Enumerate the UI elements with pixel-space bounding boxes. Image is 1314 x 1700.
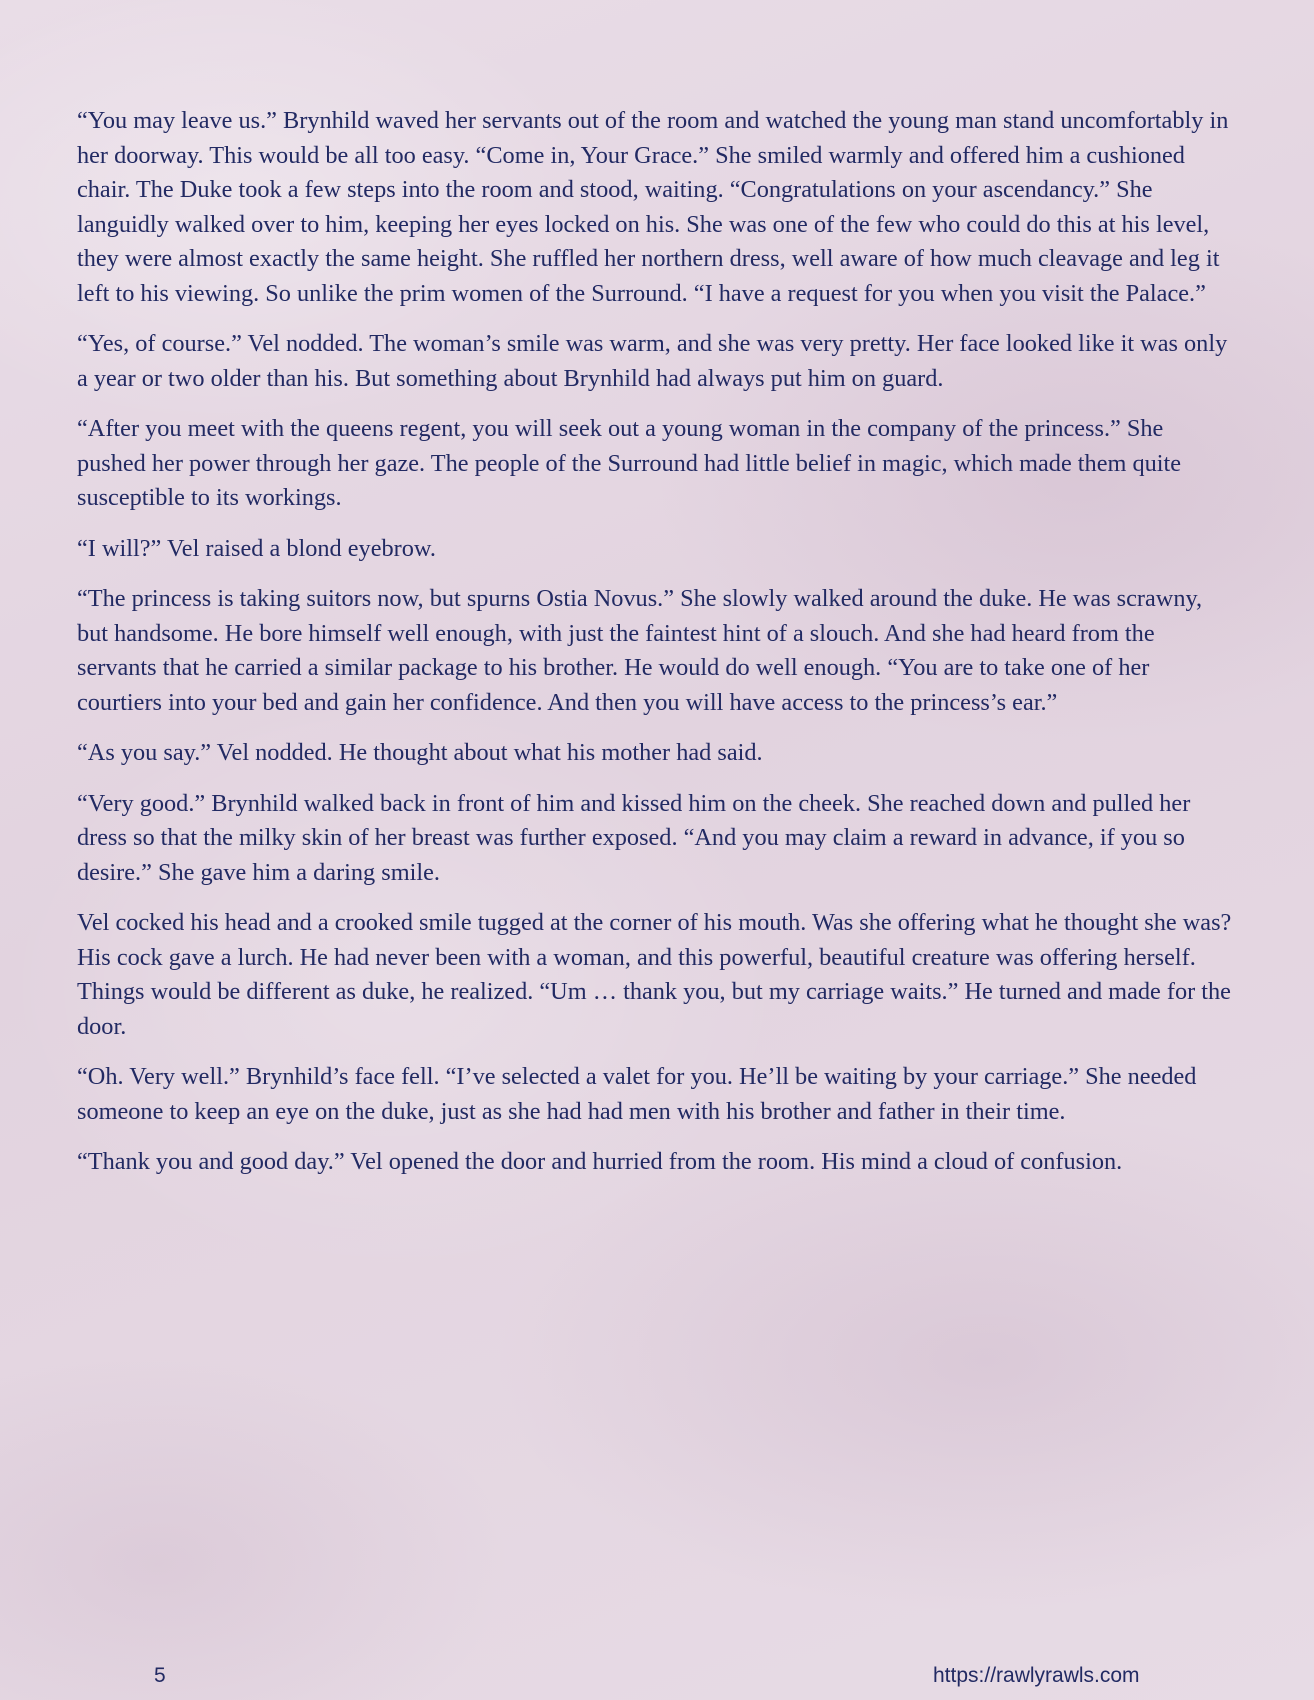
paragraph-9: “Oh. Very well.” Brynhild’s face fell. “I’ve selected a valet for you. He’ll be waiting by your carriage.” She needed someone to keep an eye on the duke, just as she had had men with his brother and father in their time. [77,1063,1197,1125]
body-text [77,104,1237,1196]
paragraph-1: “You may leave us.” Brynhild waved her servants out of the room and watched the young man stand uncomfortably in her doorway. This would be all too easy. “Come in, Your Grace.” She smiled warmly and offered him a cushioned chair. The Duke took a few steps into the room and stood, waiting. “Congratulations on your ascendancy.” She languidly walked over to him, keeping her eyes locked on his. She was one of the few who could do this at his level, they were almost exactly the same height. She ruffled her northern dress, well aware of how much cleavage and leg it left to his viewing. So unlike the prim women of the Surround. “I have a request for you when you visit the Palace.” [77,107,1229,307]
paragraph-10: “Thank you and good day.” Vel opened the door and hurried from the room. His mind a cloud of confusion. [77,1148,1123,1175]
paragraph-2: “Yes, of course.” Vel nodded. The woman’s smile was warm, and she was very pretty. Her face looked like it was only a year or two older than his. But something about Brynhild had always put him on guard. [77,330,1228,392]
paragraph-8: Vel cocked his head and a crooked smile tugged at the corner of his mouth. Was she offering what he thought she was? His cock gave a lurch. He had never been with a woman, and this powerful, beautiful creature was offering herself. Things would be different as duke, he realized. “Um … thank you, but my carriage waits.” He turned and made for the door. [77,909,1232,1040]
paragraph-7: “Very good.” Brynhild walked back in front of him and kissed him on the cheek. She reached down and pulled her dress so that the milky skin of her breast was further exposed. “And you may claim a reward in advance, if you so desire.” She gave him a daring smile. [77,789,1191,886]
paragraph-5: “The princess is taking suitors now, but spurns Ostia Novus.” She slowly walked around the duke. He was scrawny, but handsome. He bore himself well enough, with just the faintest hint of a slouch. And she had heard from the servants that he carried a similar package to his brother. He would do well enough. “You are to take one of her courtiers into your bed and gain her confidence. And then you will have access to the princess’s ear.” [77,585,1203,716]
paragraph-4: “I will?” Vel raised a blond eyebrow. [77,534,436,562]
paragraph-6: “As you say.” Vel nodded. He thought about what his mother had said. [77,739,763,766]
paragraph-3: “After you meet with the queens regent, you will seek out a young woman in the company of the princess.” She pushed her power through her gaze. The people of the Surround had little belief in magic, which made them quite susceptible to its workings. [77,415,1182,511]
footer-url-link[interactable]: https://rawlyrawls.com [933,1664,1140,1687]
page-number: 5 [154,1664,166,1687]
